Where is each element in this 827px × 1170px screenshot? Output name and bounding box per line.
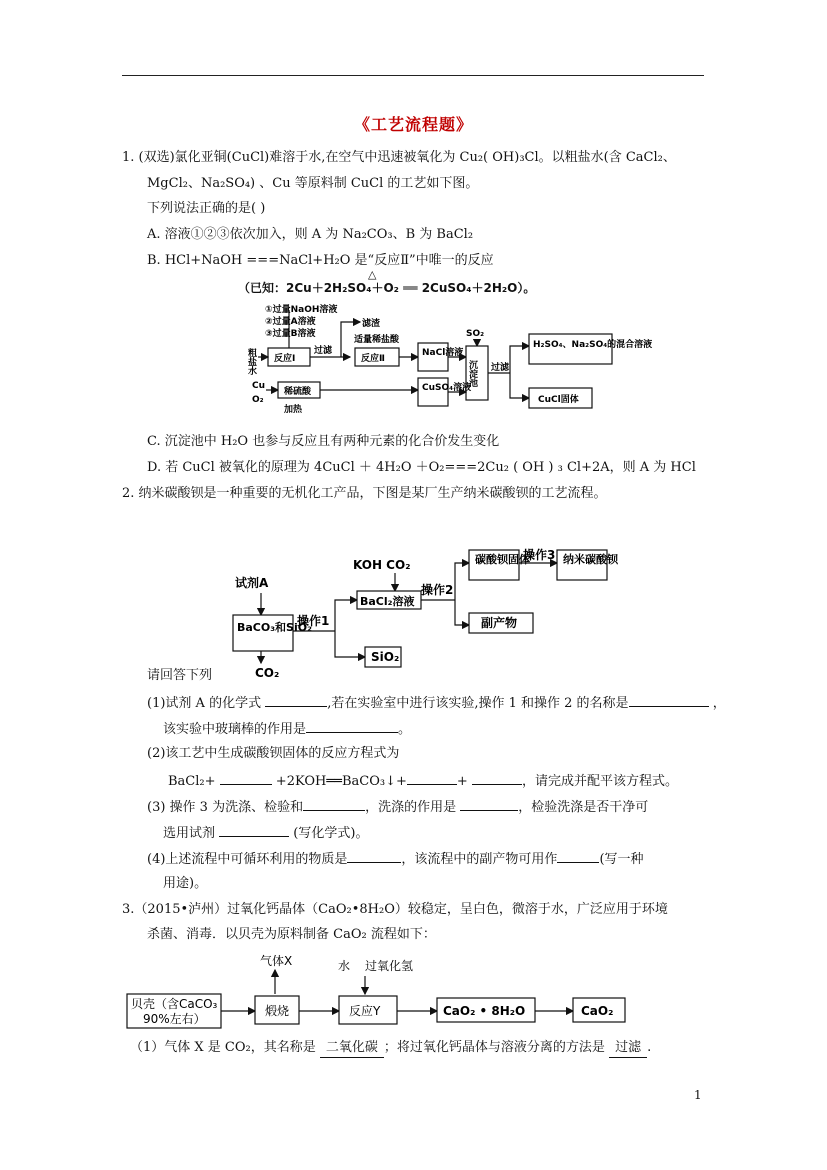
q2-part4-text-b: ，该流程中的副产物可用作 bbox=[401, 852, 558, 867]
d1-pool: 沉淀池 bbox=[467, 360, 477, 387]
q2-part1-line1 bbox=[147, 693, 726, 713]
d1-cu: Cu bbox=[252, 381, 266, 391]
q3-part1-text-c: . bbox=[647, 1040, 652, 1055]
blank-wash-role[interactable] bbox=[460, 797, 518, 811]
d2-sio2: SiO₂ bbox=[371, 650, 400, 664]
d1-filter2: 过滤 bbox=[491, 363, 510, 373]
q2-eq-d: ，请完成并配平该方程式。 bbox=[521, 774, 678, 789]
answer-gas-name[interactable]: 二氧化碳 bbox=[320, 1039, 384, 1058]
d2-start: BaCO₃和SiO₂ bbox=[237, 621, 312, 634]
q3-part1-text-a: （1）气体 X 是 CO₂，其名称是 bbox=[130, 1040, 316, 1055]
q1-option-c: C. 沉淀池中 H₂O 也参与反应且有两种元素的化合价发生变化 bbox=[147, 434, 500, 449]
blank-op3[interactable] bbox=[303, 797, 365, 811]
d3-product: CaO₂ bbox=[581, 1004, 614, 1018]
d1-heat: 加热 bbox=[284, 405, 303, 415]
q2-part3-text-c: ，检验洗涤是否干净可 bbox=[518, 800, 649, 815]
d1-hcl: 适量稀盐酸 bbox=[354, 335, 400, 345]
d1-add2: ②过量A溶液 bbox=[265, 317, 316, 327]
blank-operation-name[interactable] bbox=[629, 693, 709, 707]
d1-react2: 反应Ⅱ bbox=[361, 354, 385, 364]
page-number: 1 bbox=[694, 1088, 702, 1102]
blank-recycle[interactable] bbox=[347, 849, 401, 863]
blank-glass-rod-role[interactable] bbox=[306, 719, 398, 733]
d3-calcine: 煅烧 bbox=[265, 1004, 290, 1018]
q2-part2-line1: (2)该工艺中生成碳酸钡固体的反应方程式为 bbox=[147, 746, 400, 761]
q2-part1-text-e: 。 bbox=[398, 722, 412, 737]
q2-eq-b: +2KOH══BaCO₃↓+ bbox=[275, 774, 407, 789]
header-rule bbox=[122, 75, 704, 76]
blank-reagent-a[interactable] bbox=[265, 693, 327, 707]
d3-crystal: CaO₂ • 8H₂O bbox=[443, 1004, 526, 1018]
q2-part1-text-c: ， bbox=[712, 696, 726, 711]
q2-stem: 2. 纳米碳酸钡是一种重要的无机化工产品，下图是某厂生产纳米碳酸钡的工艺流程。 bbox=[122, 486, 607, 501]
d2-op1: 操作1 bbox=[297, 614, 330, 628]
q2-part3-text-b: ，洗涤的作用是 bbox=[365, 800, 457, 815]
d1-react1: 反应Ⅰ bbox=[274, 354, 296, 364]
q2-part1-line2 bbox=[163, 719, 411, 739]
d1-add1: ①过量NaOH溶液 bbox=[265, 305, 338, 315]
d1-cucl: CuCl固体 bbox=[538, 395, 579, 405]
q2-eq-a: BaCl₂+ bbox=[168, 774, 216, 789]
d2-op2: 操作2 bbox=[421, 583, 454, 597]
q1-ask: 下列说法正确的是( ) bbox=[147, 201, 266, 216]
blank-eq-3[interactable] bbox=[472, 771, 522, 785]
q1-option-b: B. HCl+NaOH ===NaCl+H₂O 是“反应Ⅱ”中唯一的反应 bbox=[147, 253, 494, 268]
q3-stem-line1: 3.（2015•泸州）过氧化钙晶体（CaO₂•8H₂O）较稳定，呈白色，微溶于水，广泛应用于环境 bbox=[122, 902, 668, 917]
q3-part1 bbox=[130, 1039, 651, 1058]
q2-part1-text-b: ,若在实验室中进行该实验,操作 1 和操作 2 的名称是 bbox=[327, 696, 629, 711]
d2-op3: 操作3 bbox=[523, 548, 556, 562]
q2-part1-text-d: 该实验中玻璃棒的作用是 bbox=[163, 722, 307, 737]
d1-dilute: 稀硫酸 bbox=[284, 387, 312, 397]
d1-mix: H₂SO₄、Na₂SO₄的混合溶液 bbox=[533, 340, 653, 350]
answer-separation-method[interactable]: 过滤 bbox=[609, 1039, 647, 1058]
q3-stem-line2: 杀菌、消毒．以贝壳为原料制备 CaO₂ 流程如下： bbox=[147, 927, 436, 942]
blank-eq-2[interactable] bbox=[407, 771, 457, 785]
q2-flow-diagram bbox=[225, 545, 625, 685]
q2-answer-intro: 请回答下列 bbox=[147, 668, 213, 683]
q1-option-d: D. 若 CuCl 被氧化的原理为 4CuCl ＋ 4H₂O ＋O₂===2Cu₂ ( OH ) ₃ Cl+2A，则 A 为 HCl bbox=[147, 460, 696, 475]
known-delta: △ bbox=[368, 268, 377, 281]
q2-part4-line2: 用途)。 bbox=[163, 876, 208, 891]
q1-known-equation: （已知：2Cu＋2H₂SO₄＋O₂ ══ 2CuSO₄＋2H₂O）。 bbox=[238, 281, 536, 295]
d1-cuso4: CuSO₄溶液 bbox=[422, 383, 472, 393]
d2-koh: KOH CO₂ bbox=[353, 558, 411, 572]
page-title: 《工艺流程题》 bbox=[353, 115, 473, 134]
q2-part4-text-a: (4)上述流程中可循环利用的物质是 bbox=[147, 852, 348, 867]
d3-shell1: 贝壳（含CaCO₃ bbox=[131, 997, 218, 1011]
d2-co2-out: CO₂ bbox=[255, 666, 280, 680]
d1-filter1: 过滤 bbox=[314, 346, 333, 356]
blank-byproduct-use[interactable] bbox=[557, 849, 599, 863]
q1-flow-diagram bbox=[240, 300, 653, 415]
q2-part4-line1 bbox=[147, 849, 644, 869]
q2-part3-text-d: 选用试剂 bbox=[163, 826, 216, 841]
q2-part3-line1 bbox=[147, 797, 648, 817]
d1-crude: 粗盐水 bbox=[246, 348, 256, 375]
d1-so2: SO₂ bbox=[466, 329, 485, 339]
d1-nacl: NaCl溶液 bbox=[422, 348, 464, 358]
q1-stem-line2: MgCl₂、Na₂SO₄) 、Cu 等原料制 CuCl 的工艺如下图。 bbox=[147, 176, 479, 191]
d1-filtrate: 滤渣 bbox=[362, 319, 381, 329]
q3-part1-text-b: ；将过氧化钙晶体与溶液分离的方法是 bbox=[383, 1040, 605, 1055]
q2-part4-text-c: (写一种 bbox=[599, 852, 644, 867]
q1-option-a: A. 溶液①②③依次加入，则 A 为 Na₂CO₃、B 为 BaCl₂ bbox=[147, 227, 474, 242]
blank-test-reagent[interactable] bbox=[219, 823, 289, 837]
q1-stem-line1: 1. (双选)氯化亚铜(CuCl)难溶于水,在空气中迅速被氧化为 Cu₂( OH)₃Cl。以粗盐水(含 CaCl₂、 bbox=[122, 150, 676, 165]
d3-gasx: 气体X bbox=[260, 954, 293, 968]
d1-o2: O₂ bbox=[252, 395, 264, 405]
d2-solid: 碳酸钡固体 bbox=[475, 553, 530, 566]
q2-part3-text-a: (3) 操作 3 为洗涤、检验和 bbox=[147, 800, 304, 815]
d3-water: 水 bbox=[338, 959, 351, 973]
blank-eq-1[interactable] bbox=[220, 771, 272, 785]
q2-part3-line2 bbox=[163, 823, 368, 843]
q2-part2-equation bbox=[168, 771, 678, 791]
d3-reacty: 反应Y bbox=[349, 1004, 381, 1018]
d3-h2o2: 过氧化氢 bbox=[365, 959, 414, 973]
q2-part3-text-e: (写化学式)。 bbox=[293, 826, 369, 841]
q2-part1-text-a: (1)试剂 A 的化学式 bbox=[147, 696, 262, 711]
d2-byprod: 副产物 bbox=[481, 616, 518, 630]
d3-shell2: 90%左右） bbox=[143, 1012, 206, 1026]
d2-reagent: 试剂A bbox=[235, 576, 269, 590]
d1-add3: ③过量B溶液 bbox=[265, 329, 316, 339]
q3-flow-diagram bbox=[125, 948, 645, 1033]
d2-bacl2: BaCl₂溶液 bbox=[360, 595, 415, 608]
q2-eq-c: + bbox=[456, 774, 468, 789]
d2-nano: 纳米碳酸钡 bbox=[563, 553, 618, 566]
